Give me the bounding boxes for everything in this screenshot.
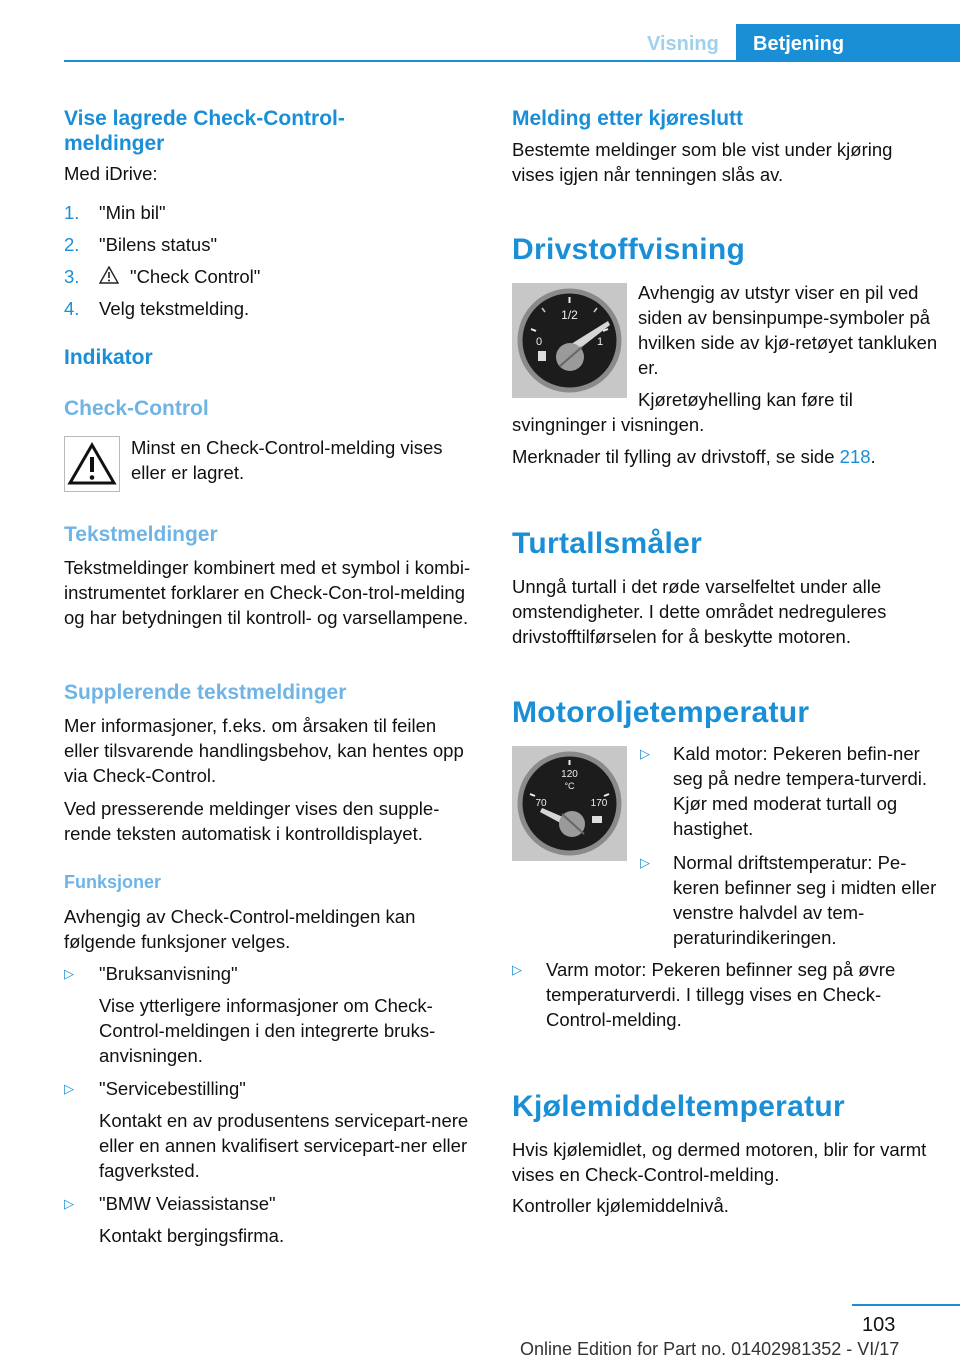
warning-triangle-icon (99, 266, 119, 284)
drivstoff-paragraph-2a: Kjøretøyhelling kan føre til (638, 389, 853, 410)
check-control-text: Minst en Check-Control-melding vises eller er lagret. (131, 437, 443, 483)
bullet-text: Vise ytterligere informasjoner om Check-Control-meldingen i den integrerte bruks-anvisningen. (99, 995, 436, 1066)
supplerende-paragraph-2: Ved presserende meldinger vises den supple-rende teksten automatisk i kontrolldisplayet. (64, 798, 440, 844)
temp-gauge-unit: °C (564, 781, 575, 791)
bullet-triangle-icon: ▷ (640, 855, 650, 870)
temp-gauge-label-120: 120 (561, 769, 578, 780)
bullet-title: "Bruksanvisning" (99, 963, 238, 984)
text-med-idrive: Med iDrive: (64, 163, 158, 184)
motor-bullet-hot: Varm motor: Pekeren befinner seg på øvre temperaturverdi. I tillegg vises en Check-Control-melding. (546, 959, 896, 1030)
funksjoner-paragraph: Avhengig av Check-Control-meldingen kan følgende funksjoner velges. (64, 906, 416, 952)
oil-temperature-gauge-image (512, 746, 627, 861)
check-control-warning-icon (64, 436, 120, 492)
header-tab-betjening[interactable]: Betjening (736, 24, 960, 62)
fuel-gauge-label-half: 1/2 (561, 308, 578, 322)
step-text: "Check Control" (130, 266, 261, 287)
bullet-triangle-icon: ▷ (64, 1196, 74, 1211)
step-text: Velg tekstmelding. (99, 298, 250, 319)
step-number: 1. (64, 202, 80, 223)
motor-bullet-cold: Kald motor: Pekeren befin-ner seg på nedre tempera-turverdi. Kjør med moderat turtall og hastighet. (673, 743, 927, 839)
footer-rule (852, 1304, 960, 1306)
tekstmeldinger-paragraph: Tekstmeldinger kombinert med et symbol i kombi-instrumentet forklarer en Check-Con-trol-melding og har betydningen til kontroll- og varsellampene. (64, 557, 471, 628)
bullet-triangle-icon: ▷ (64, 1081, 74, 1096)
merknader-text: Merknader til fylling av drivstoff, se side (512, 446, 840, 467)
temp-gauge-label-70: 70 (535, 798, 547, 809)
heading-motoroljetemperatur: Motoroljetemperatur (512, 696, 810, 729)
fuel-gauge-label-empty: 0 (535, 336, 543, 348)
supplerende-paragraph-1: Mer informasjoner, f.eks. om årsaken til feilen eller tilsvarende handlingsbehov, kan hentes opp via Check-Control. (64, 715, 464, 786)
bullet-triangle-icon: ▷ (512, 962, 522, 977)
temp-gauge-label-170: 170 (590, 798, 608, 809)
heading-drivstoffvisning: Drivstoffvisning (512, 233, 746, 266)
kjole-paragraph-2: Kontroller kjølemiddelnivå. (512, 1195, 729, 1216)
heading-tekstmeldinger: Tekstmeldinger (64, 523, 218, 546)
motor-bullet-normal: Normal driftstemperatur: Pe-keren befinner seg i midten eller venstre halvdel av tem-peraturindikeringen. (673, 852, 937, 948)
bullet-title: "Servicebestilling" (99, 1078, 246, 1099)
heading-funksjoner: Funksjoner (64, 872, 162, 892)
header-tab-visning[interactable]: Visning (647, 33, 719, 55)
bullet-triangle-icon: ▷ (640, 746, 650, 761)
melding-paragraph: Bestemte meldinger som ble vist under kjøring vises igjen når tenningen slås av. (512, 139, 893, 185)
step-text: "Min bil" (99, 202, 166, 223)
bullet-triangle-icon: ▷ (64, 966, 74, 981)
merknader-end: . (870, 446, 876, 467)
drivstoff-paragraph-1: Avhengig av utstyr viser en pil ved siden av bensinpumpe-symboler på hvilken side av kjø-retøyet tankluken er. (638, 282, 938, 378)
step-number: 4. (64, 298, 80, 319)
heading-turtallsmaler: Turtallsmåler (512, 527, 703, 560)
heading-vise-lagrede: Vise lagrede Check-Control-meldinger (64, 107, 345, 155)
bullet-text: Kontakt en av produsentens servicepart-nere eller en annen kvalifisert servicepart-ner eller fagverksted. (99, 1110, 469, 1181)
edition-text: Online Edition for Part no. 01402981352 - VI/17 (520, 1339, 900, 1359)
header-rule (64, 60, 960, 62)
turtall-paragraph: Unngå turtall i det røde varselfeltet under alle omstendigheter. I dette området nedreguleres drivstofftilførselen for å beskytte motoren. (512, 576, 887, 647)
heading-supplerende: Supplerende tekstmeldinger (64, 681, 347, 704)
merknader-paragraph (512, 444, 876, 469)
fuel-gauge-label-full: 1 (596, 336, 604, 348)
step-number: 2. (64, 234, 80, 255)
bullet-text: Kontakt bergingsfirma. (99, 1225, 285, 1246)
step-text: "Bilens status" (99, 234, 218, 255)
bullet-title: "BMW Veiassistanse" (99, 1193, 276, 1214)
drivstoff-paragraph-2b: svingninger i visningen. (512, 414, 705, 435)
page-number: 103 (862, 1314, 896, 1336)
heading-melding-etter: Melding etter kjøreslutt (512, 107, 744, 130)
heading-kjolemiddeltemperatur: Kjølemiddeltemperatur (512, 1090, 846, 1123)
heading-indikator: Indikator (64, 346, 153, 369)
heading-check-control: Check-Control (64, 397, 209, 420)
fuel-gauge-image (512, 283, 627, 398)
step-number: 3. (64, 266, 80, 287)
page-link-218[interactable]: 218 (839, 446, 871, 467)
kjole-paragraph-1: Hvis kjølemidlet, og dermed motoren, blir for varmt vises en Check-Control-melding. (512, 1139, 927, 1185)
